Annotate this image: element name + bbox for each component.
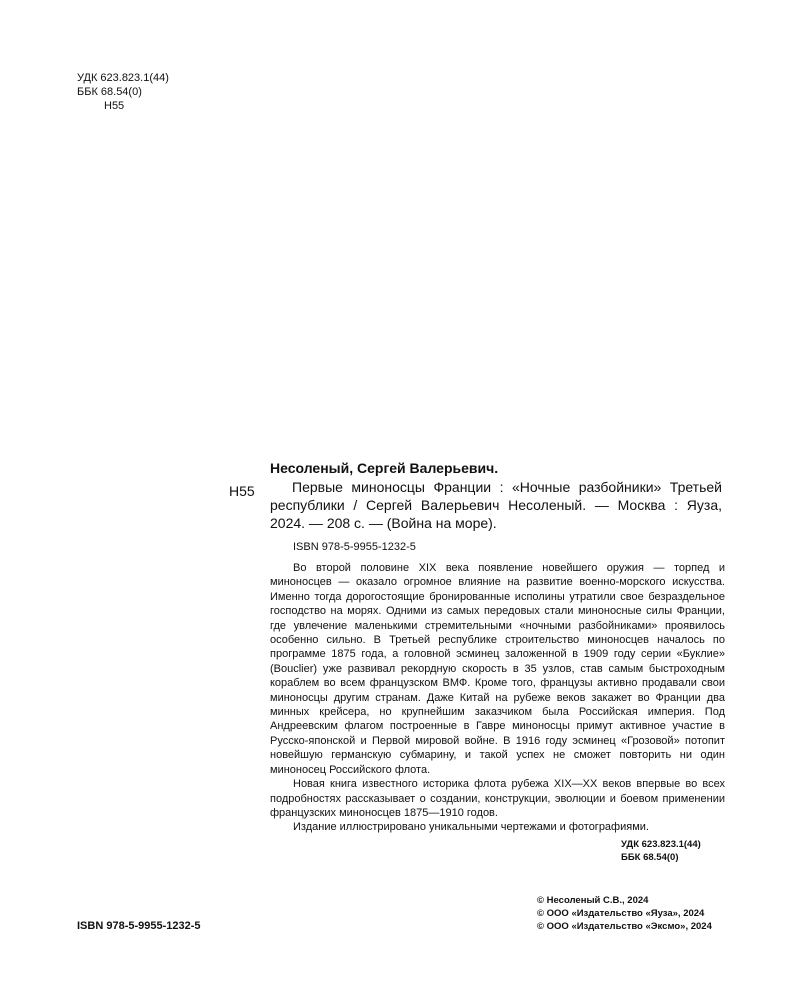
top-left-classification [77, 71, 169, 113]
udk-code: УДК 623.823.1(44) [621, 839, 701, 850]
isbn-bottom: ISBN 978-5-9955-1232-5 [77, 920, 201, 932]
author-mark-entry: Н55 [229, 483, 255, 499]
isbn-line: ISBN 978-5-9955-1232-5 [293, 541, 416, 553]
udk-code: УДК 623.823.1(44) [77, 72, 169, 84]
classification-right [621, 838, 701, 864]
abstract-paragraph: Издание иллюстрировано уникальными чертежами и фотографиями. [293, 821, 649, 834]
abstract [270, 561, 725, 835]
bibliographic-description: Первые миноносцы Франции : «Ночные разбойники» Третьей республики / Сергей Валерьевич Несоленый. — Москва : Яуза, 2024. — 208 с. — (Война на море). [270, 479, 722, 531]
abstract-paragraph: Во второй половине XIX века появление новейшего оружия — торпед и миноносцев — оказало огромное влияние на развитие военно-морского искусства. Именно тогда дорогостоящие бронированные исполины утратили свое безраздельное господство на морях. Одними из самых передовых стали миноносные силы Франции, где увлечение маленькими стремительными «ночными разбойниками» проявилось особенно сильно. В Третьей республике строительство миноносцев началось по программе 1875 года, а головной эсминец заложенной в 1909 году серии «Буклие» (Bouclier) уже развивал рекордную скорость в 35 узлов, став самым быстроходным кораблем во всем французском ВМФ. Кроме того, французы активно продавали свои миноносцы другим странам. Даже Китай на рубеже веков закажет во Франции два минных крейсера, но крупнейшим заказчиком была Российская империя. Под Андреевским флагом построенные в Гавре миноносцы примут активное участие в Русско-японской и Первой мировой войне. В 1916 году эсминец «Грозовой» потопит новейшую германскую субмарину, и такой успех не сможет повторить ни один миноносец Российского флота. [270, 562, 725, 776]
copyright-block [537, 894, 712, 933]
copyright-line: © Несоленый С.В., 2024 [537, 895, 649, 906]
abstract-paragraph: Новая книга известного историка флота рубежа XIX—XX веков впервые во всех подробностях рассказывает о создании, конструкции, эволюции и боевом применении французских миноносцев 1875—1910 годов. [270, 778, 725, 819]
author-heading: Несоленый, Сергей Валерьевич. [270, 460, 499, 476]
copyright-line: © ООО «Издательство «Эксмо», 2024 [537, 921, 712, 932]
bbk-code: ББК 68.54(0) [621, 852, 679, 863]
bbk-code: ББК 68.54(0) [77, 86, 142, 98]
copyright-line: © ООО «Издательство «Яуза», 2024 [537, 908, 705, 919]
author-mark: Н55 [104, 100, 125, 112]
